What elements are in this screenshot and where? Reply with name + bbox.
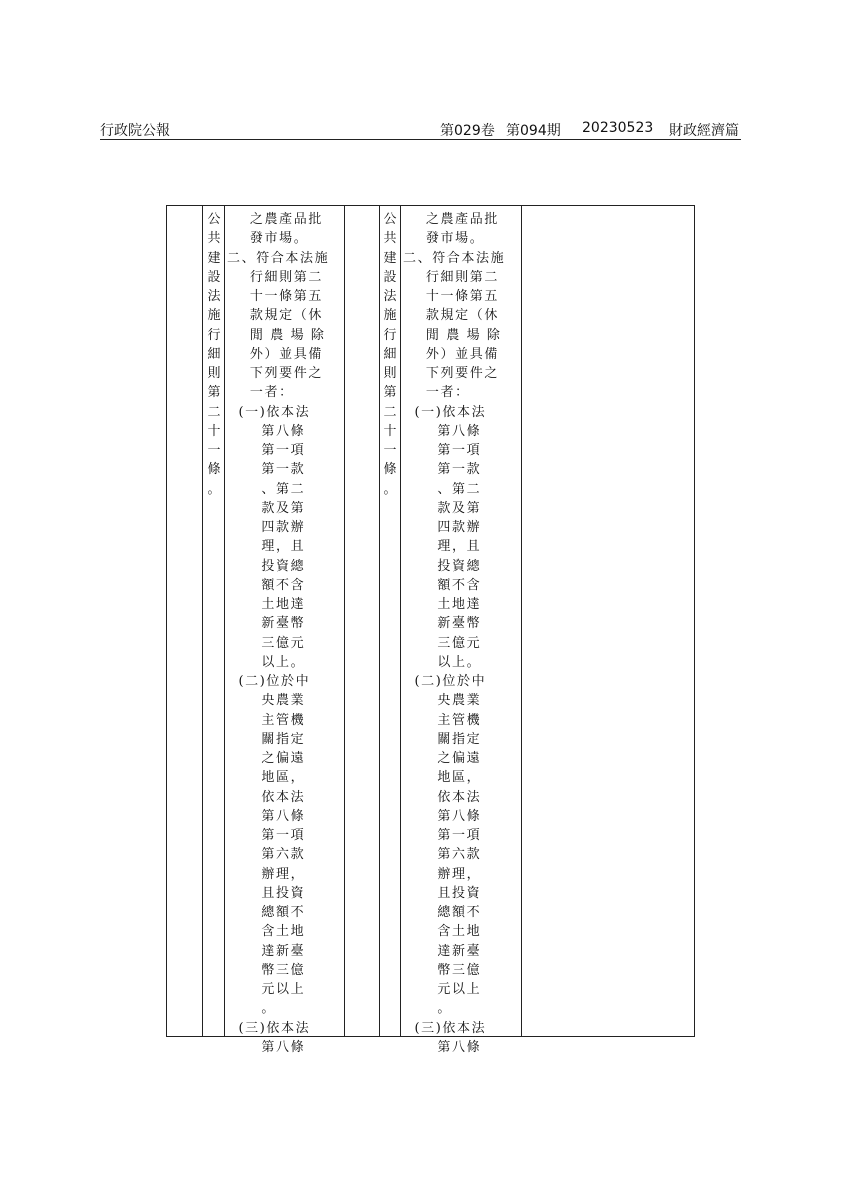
content-line: 投資總	[403, 558, 482, 574]
article-content	[403, 210, 505, 1057]
issue-number: 第094期	[506, 123, 561, 139]
content-line: 元以上	[403, 982, 482, 997]
content-line: 發市場。	[227, 231, 309, 247]
content-line: (二)位於中	[227, 674, 311, 689]
content-line: 第六款	[227, 847, 306, 863]
content-line: 且投資	[227, 885, 306, 901]
content-line: 第一款	[403, 462, 482, 478]
content-line: 二、符合本法施	[403, 250, 506, 266]
content-line: 央農業	[227, 693, 306, 709]
content-line: 新臺幣	[227, 616, 306, 632]
content-line: 、第二	[403, 481, 482, 497]
section-name: 財政經濟篇	[669, 123, 739, 139]
table-divider	[400, 206, 401, 1036]
heading-char: 共	[207, 231, 221, 247]
content-line: 十一條第五	[227, 289, 323, 304]
content-line: 發市場。	[403, 231, 485, 247]
heading-char: 第	[207, 385, 221, 401]
publication-title: 行政院公報	[100, 123, 170, 139]
content-line: 地區，	[403, 770, 482, 786]
heading-char: 一	[383, 443, 397, 458]
heading-char: 細	[383, 346, 397, 362]
content-line: 行細則第二	[403, 269, 499, 285]
content-line: 土地達	[227, 597, 306, 612]
content-line: 以上。	[227, 654, 306, 670]
content-line: 第八條	[227, 1039, 306, 1055]
content-line: (三)依本法	[227, 1020, 311, 1036]
content-line: 依本法	[403, 789, 482, 805]
content-line: 辦理，	[227, 866, 306, 882]
content-line: 第八條	[227, 808, 306, 824]
content-line: 達新臺	[227, 943, 306, 959]
heading-char: 。	[207, 481, 221, 497]
content-line: 一者：	[403, 385, 470, 401]
content-line: 達新臺	[403, 943, 482, 959]
content-line: 。	[403, 1001, 452, 1017]
content-line: 下列要件之	[227, 366, 323, 381]
heading-char: 第	[383, 385, 397, 401]
content-line: 第六款	[403, 847, 482, 863]
content-line: 第八條	[403, 808, 482, 824]
content-line: 以上。	[403, 654, 482, 670]
content-line: 之農產品批	[227, 212, 323, 227]
content-line: 一者：	[227, 385, 294, 401]
content-line: 且投資	[403, 885, 482, 901]
heading-char: 二	[383, 404, 397, 420]
content-line: 辦理，	[403, 866, 482, 882]
heading-char: 條	[383, 462, 397, 478]
content-line: 投資總	[227, 558, 306, 574]
content-line: 地區，	[227, 770, 306, 786]
content-line: (一)依本法	[227, 404, 311, 420]
content-line: 三億元	[403, 635, 482, 651]
content-line: 閒 農 場 除	[227, 327, 326, 343]
content-line: 關指定	[227, 731, 306, 747]
content-line: 四款辦	[403, 520, 482, 535]
heading-char: 。	[383, 481, 397, 497]
heading-char: 十	[383, 423, 397, 439]
content-line: 新臺幣	[403, 616, 482, 632]
heading-char: 則	[383, 366, 397, 381]
heading-char: 條	[207, 462, 221, 478]
content-line: 第一項	[227, 828, 306, 843]
table-divider	[202, 206, 203, 1036]
content-line: 第八條	[227, 423, 306, 439]
content-line: 款及第	[227, 500, 306, 516]
table-divider	[344, 206, 345, 1036]
content-line: 含土地	[227, 924, 306, 940]
content-line: 之偏遠	[227, 751, 306, 766]
heading-char: 法	[207, 289, 221, 304]
heading-char: 共	[383, 231, 397, 247]
content-line: 第八條	[403, 1039, 482, 1055]
heading-char: 建	[207, 250, 221, 266]
heading-char: 施	[207, 308, 221, 324]
content-line: 主管機	[227, 712, 306, 728]
article-heading-vertical	[380, 210, 400, 499]
content-line: 總額不	[403, 905, 482, 920]
content-line: 款及第	[403, 500, 482, 516]
content-line: (三)依本法	[403, 1020, 487, 1036]
heading-char: 則	[207, 366, 221, 381]
content-line: 二、符合本法施	[227, 250, 330, 266]
table-divider	[224, 206, 225, 1036]
content-line: 外）並具備	[403, 346, 499, 362]
heading-char: 設	[207, 269, 221, 285]
content-line: 閒 農 場 除	[403, 327, 502, 343]
heading-char: 公	[383, 212, 397, 227]
content-line: 額不含	[403, 577, 482, 593]
content-line: 款規定（休	[227, 308, 323, 324]
content-line: (一)依本法	[403, 404, 487, 420]
content-line: 外）並具備	[227, 346, 323, 362]
content-line: 總額不	[227, 905, 306, 920]
content-line: 、第二	[227, 481, 306, 497]
heading-char: 二	[207, 404, 221, 420]
content-line: 第一項	[403, 828, 482, 843]
page-header	[100, 119, 741, 140]
publication-date: 20230523	[582, 120, 654, 136]
article-content	[227, 210, 329, 1057]
comparison-table	[166, 205, 695, 1055]
content-line: 額不含	[227, 577, 306, 593]
content-line: 元以上	[227, 982, 306, 997]
content-line: 含土地	[403, 924, 482, 940]
content-line: 第一項	[227, 443, 306, 458]
volume-number: 第029卷	[440, 123, 495, 139]
heading-char: 十	[207, 423, 221, 439]
content-line: 三億元	[227, 635, 306, 651]
content-line: 主管機	[403, 712, 482, 728]
content-line: 土地達	[403, 597, 482, 612]
content-line: 理，且	[227, 539, 306, 555]
heading-char: 法	[383, 289, 397, 304]
heading-char: 施	[383, 308, 397, 324]
content-line: 幣三億	[403, 962, 482, 978]
content-line: 。	[227, 1001, 276, 1017]
content-line: 行細則第二	[227, 269, 323, 285]
content-line: 關指定	[403, 731, 482, 747]
table-divider	[521, 206, 522, 1036]
content-line: 之農產品批	[403, 212, 499, 227]
article-heading-vertical	[204, 210, 224, 499]
heading-char: 行	[207, 327, 221, 343]
heading-char: 細	[207, 346, 221, 362]
heading-char: 建	[383, 250, 397, 266]
content-line: 央農業	[403, 693, 482, 709]
heading-char: 公	[207, 212, 221, 227]
content-line: 款規定（休	[403, 308, 499, 324]
content-line: 第一款	[227, 462, 306, 478]
content-line: (二)位於中	[403, 674, 487, 689]
content-line: 四款辦	[227, 520, 306, 535]
content-line: 十一條第五	[403, 289, 499, 304]
content-line: 依本法	[227, 789, 306, 805]
content-line: 第八條	[403, 423, 482, 439]
content-line: 幣三億	[227, 962, 306, 978]
heading-char: 一	[207, 443, 221, 458]
heading-char: 行	[383, 327, 397, 343]
content-line: 理，且	[403, 539, 482, 555]
content-line: 之偏遠	[403, 751, 482, 766]
heading-char: 設	[383, 269, 397, 285]
content-line: 下列要件之	[403, 366, 499, 381]
content-line: 第一項	[403, 443, 482, 458]
